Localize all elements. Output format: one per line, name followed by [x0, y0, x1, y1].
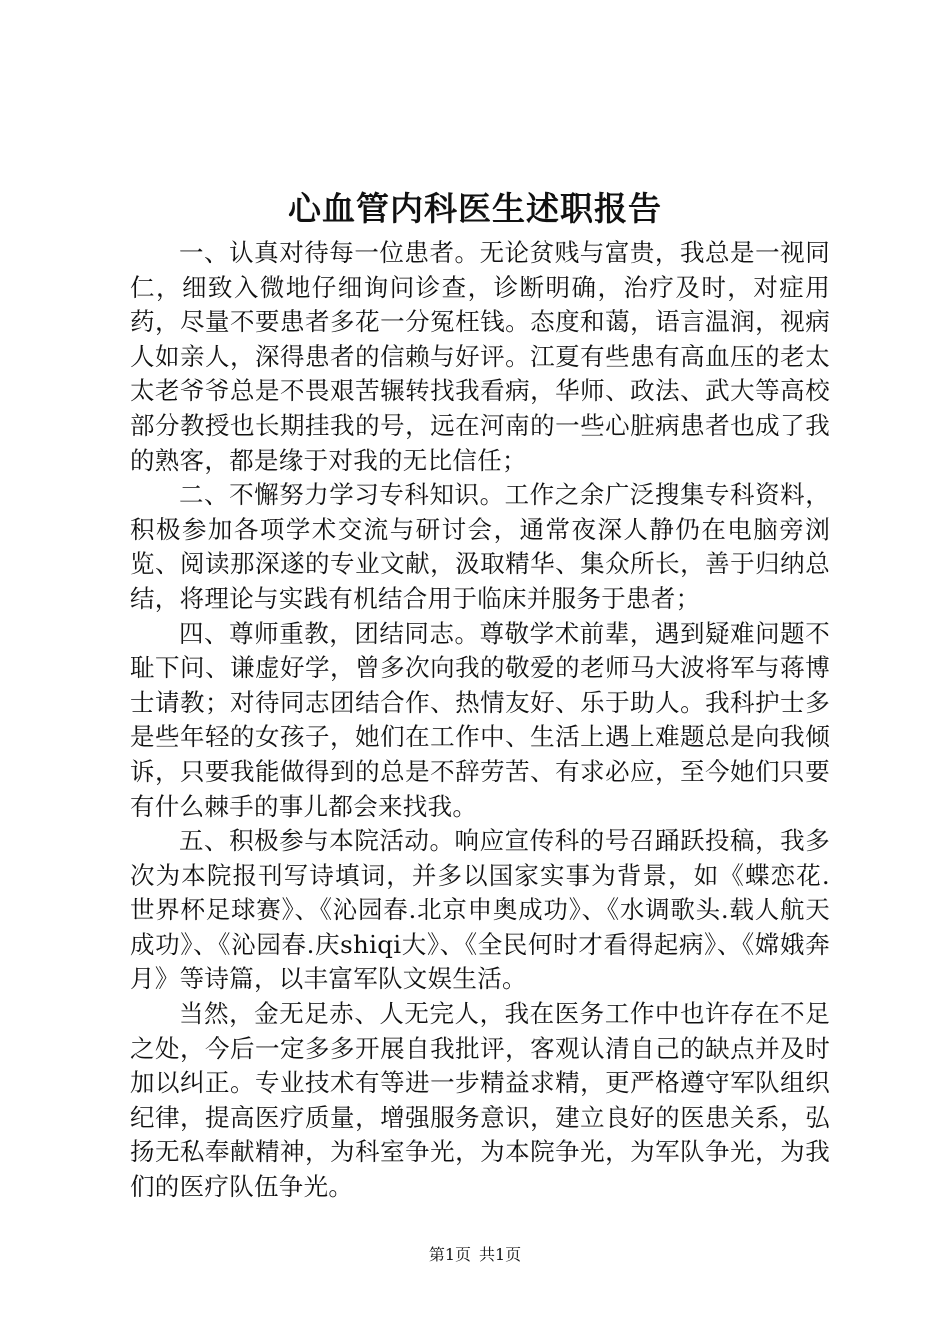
- document-title: 心血管内科医生述职报告: [288, 189, 662, 228]
- paragraph-1: 一、认真对待每一位患者。无论贫贱与富贵，我总是一视同仁，细致入微地仔细询问诊查，诊断明确，治疗及时，对症用药，尽量不要患者多花一分冤枉钱。态度和蔼，语言温润，视病人如亲人，深得患者的信赖与好评。江夏有些患有高血压的老太太老爷爷总是不畏艰苦辗转找我看病，华师、政法、武大等高校部分教授也长期挂我的号，远在河南的一些心脏病患者也成了我的熟客，都是缘于对我的无比信任；: [130, 238, 830, 475]
- document-body: [130, 236, 830, 1205]
- paragraph-4: 五、积极参与本院活动。响应宣传科的号召踊跃投稿，我多次为本院报刊写诗填词，并多以国家实事为背景，如《蝶恋花.世界杯足球赛》、《沁园春.北京申奥成功》、《水调歌头.载人航天成功》、《沁园春.庆shiqi大》、《全民何时才看得起病》、《嫦娥奔月》等诗篇，以丰富军队文娱生活。: [130, 826, 830, 994]
- page-number: 第1页: [428, 1245, 471, 1264]
- paragraph-2: 二、不懈努力学习专科知识。工作之余广泛搜集专科资料，积极参加各项学术交流与研讨会，通常夜深人静仍在电脑旁浏览、阅读那深遂的专业文献，汲取精华、集众所长，善于归纳总结，将理论与实践有机结合用于临床并服务于患者；: [130, 480, 830, 613]
- page-footer: [0, 1243, 950, 1267]
- paragraph-3: 四、尊师重教，团结同志。尊敬学术前辈，遇到疑难问题不耻下问、谦虚好学，曾多次向我的敬爱的老师马大波将军与蒋博士请教；对待同志团结合作、热情友好、乐于助人。我科护士多是些年轻的女孩子，她们在工作中、生活上遇上难题总是向我倾诉，只要我能做得到的总是不辞劳苦、有求必应，至今她们只要有什么棘手的事儿都会来找我。: [130, 618, 830, 821]
- paragraph-5: 当然，金无足赤、人无完人，我在医务工作中也许存在不足之处，今后一定多多开展自我批评，客观认清自己的缺点并及时加以纠正。专业技术有等进一步精益求精，更严格遵守军队组织纪律，提高医疗质量，增强服务意识，建立良好的医患关系，弘扬无私奉献精神，为科室争光，为本院争光，为军队争光，为我们的医疗队伍争光。: [130, 999, 830, 1202]
- page-total: 共1页: [479, 1245, 522, 1264]
